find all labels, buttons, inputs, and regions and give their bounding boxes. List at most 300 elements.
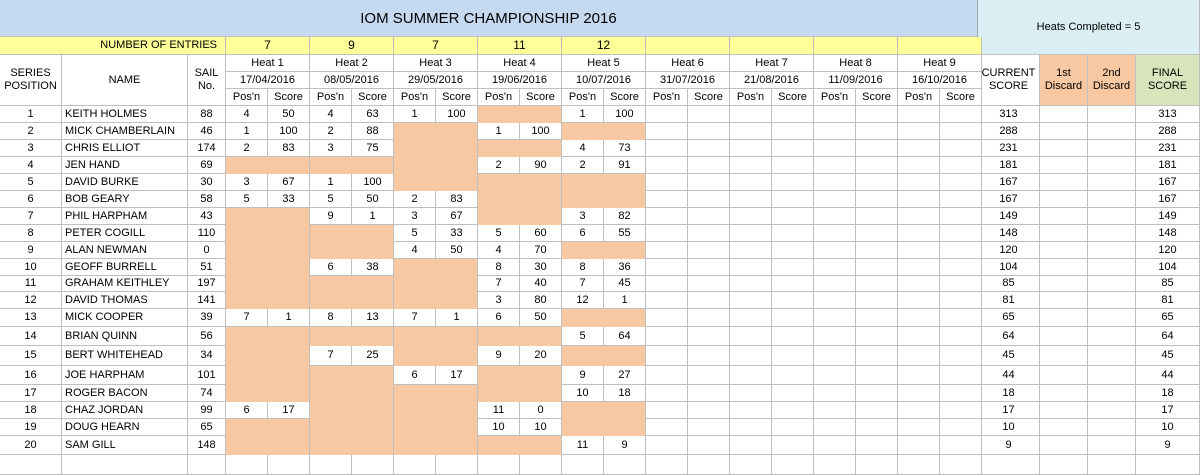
heat-3-absent-cell[interactable]: [394, 276, 478, 292]
heat-8-position[interactable]: [814, 366, 856, 385]
row-series-position[interactable]: 19: [0, 419, 62, 436]
row-series-position[interactable]: 14: [0, 327, 62, 346]
row-current-score[interactable]: 64: [978, 327, 1040, 346]
row-1st-discard[interactable]: [1040, 174, 1088, 191]
heat-9-position[interactable]: [898, 402, 940, 419]
heat-6-score[interactable]: [688, 276, 730, 292]
heat-9-score[interactable]: [940, 366, 982, 385]
blank-cell[interactable]: [604, 455, 646, 475]
heat-4-position[interactable]: 6: [478, 309, 520, 327]
header-name[interactable]: NAME: [62, 55, 188, 106]
heat-6-score-header[interactable]: Score: [688, 89, 730, 106]
heat-6-score[interactable]: [688, 191, 730, 208]
row-2nd-discard[interactable]: [1088, 366, 1136, 385]
row-name[interactable]: GEOFF BURRELL: [62, 259, 188, 276]
row-name[interactable]: DAVID BURKE: [62, 174, 188, 191]
heat-4-absent-cell[interactable]: [478, 140, 562, 157]
blank-cell[interactable]: [188, 455, 226, 475]
heat-8-position[interactable]: [814, 225, 856, 242]
heat-5-absent-cell[interactable]: [562, 419, 646, 436]
row-final-score[interactable]: 85: [1136, 276, 1200, 292]
heat-4-absent-cell[interactable]: [478, 174, 562, 191]
heat-9-score[interactable]: [940, 140, 982, 157]
heat-7-score[interactable]: [772, 292, 814, 309]
heat-4-position[interactable]: 7: [478, 276, 520, 292]
heat-9-position[interactable]: [898, 366, 940, 385]
heat-5-absent-cell[interactable]: [562, 242, 646, 259]
heat-3-absent-cell[interactable]: [394, 419, 478, 436]
heat-7-name[interactable]: Heat 7: [730, 55, 814, 72]
row-name[interactable]: JOE HARPHAM: [62, 366, 188, 385]
heat-1-absent-cell[interactable]: [226, 225, 310, 242]
heat-6-score[interactable]: [688, 309, 730, 327]
heat-8-score[interactable]: [856, 402, 898, 419]
row-2nd-discard[interactable]: [1088, 419, 1136, 436]
heat-3-score[interactable]: 17: [436, 366, 478, 385]
row-final-score[interactable]: 148: [1136, 225, 1200, 242]
heat-6-position[interactable]: [646, 385, 688, 402]
heat-8-position[interactable]: [814, 242, 856, 259]
heat-3-absent-cell[interactable]: [394, 174, 478, 191]
heat-4-position[interactable]: 10: [478, 419, 520, 436]
heat-2-absent-cell[interactable]: [310, 419, 394, 436]
row-final-score[interactable]: 10: [1136, 419, 1200, 436]
heat-1-score[interactable]: 100: [268, 123, 310, 140]
heat-7-date[interactable]: 21/08/2016: [730, 72, 814, 89]
heat-8-position[interactable]: [814, 276, 856, 292]
heat-5-absent-cell[interactable]: [562, 174, 646, 191]
heat-8-score[interactable]: [856, 327, 898, 346]
heat-8-score[interactable]: [856, 208, 898, 225]
heat-2-score[interactable]: 63: [352, 106, 394, 123]
heat-9-score[interactable]: [940, 259, 982, 276]
heat-7-position[interactable]: [730, 327, 772, 346]
heat-8-score[interactable]: [856, 309, 898, 327]
heat-2-absent-cell[interactable]: [310, 402, 394, 419]
heat-2-position[interactable]: 9: [310, 208, 352, 225]
heat-4-score[interactable]: 30: [520, 259, 562, 276]
heat-5-score[interactable]: 18: [604, 385, 646, 402]
heat-2-absent-cell[interactable]: [310, 436, 394, 455]
heat-8-name[interactable]: Heat 8: [814, 55, 898, 72]
heat-8-score[interactable]: [856, 242, 898, 259]
row-series-position[interactable]: 1: [0, 106, 62, 123]
heat-7-score[interactable]: [772, 346, 814, 366]
heat-2-score[interactable]: 75: [352, 140, 394, 157]
entries-heat-9[interactable]: [898, 37, 982, 55]
heat-8-score[interactable]: [856, 259, 898, 276]
heat-9-name[interactable]: Heat 9: [898, 55, 982, 72]
heat-7-position[interactable]: [730, 225, 772, 242]
row-2nd-discard[interactable]: [1088, 385, 1136, 402]
heat-1-score-header[interactable]: Score: [268, 89, 310, 106]
heat-6-position[interactable]: [646, 309, 688, 327]
heat-4-position[interactable]: 5: [478, 225, 520, 242]
heat-5-absent-cell[interactable]: [562, 123, 646, 140]
heat-6-score[interactable]: [688, 436, 730, 455]
header-2nd-discard[interactable]: 2nd Discard: [1088, 55, 1136, 106]
row-series-position[interactable]: 8: [0, 225, 62, 242]
row-2nd-discard[interactable]: [1088, 276, 1136, 292]
heat-5-score[interactable]: 9: [604, 436, 646, 455]
heat-6-score[interactable]: [688, 327, 730, 346]
heat-4-absent-cell[interactable]: [478, 106, 562, 123]
row-current-score[interactable]: 81: [978, 292, 1040, 309]
row-final-score[interactable]: 64: [1136, 327, 1200, 346]
heat-5-position[interactable]: 8: [562, 259, 604, 276]
heat-7-position[interactable]: [730, 123, 772, 140]
heat-4-absent-cell[interactable]: [478, 366, 562, 385]
heat-4-score[interactable]: 40: [520, 276, 562, 292]
heat-8-position[interactable]: [814, 402, 856, 419]
heat-1-score[interactable]: 17: [268, 402, 310, 419]
heat-5-absent-cell[interactable]: [562, 402, 646, 419]
row-1st-discard[interactable]: [1040, 436, 1088, 455]
row-series-position[interactable]: 18: [0, 402, 62, 419]
heat-5-position[interactable]: 5: [562, 327, 604, 346]
heat-5-absent-cell[interactable]: [562, 309, 646, 327]
row-2nd-discard[interactable]: [1088, 106, 1136, 123]
heat-9-position[interactable]: [898, 309, 940, 327]
heat-9-position[interactable]: [898, 208, 940, 225]
heat-9-score[interactable]: [940, 208, 982, 225]
row-series-position[interactable]: 12: [0, 292, 62, 309]
entries-heat-4[interactable]: 11: [478, 37, 562, 55]
row-final-score[interactable]: 18: [1136, 385, 1200, 402]
row-sail-no[interactable]: 46: [188, 123, 226, 140]
blank-cell[interactable]: [1088, 455, 1136, 475]
heat-7-position[interactable]: [730, 309, 772, 327]
heat-2-score[interactable]: 25: [352, 346, 394, 366]
heat-3-name[interactable]: Heat 3: [394, 55, 478, 72]
heat-7-score[interactable]: [772, 157, 814, 174]
heat-9-score[interactable]: [940, 402, 982, 419]
heat-2-absent-cell[interactable]: [310, 276, 394, 292]
row-final-score[interactable]: 9: [1136, 436, 1200, 455]
heat-4-position[interactable]: 1: [478, 123, 520, 140]
heat-9-score[interactable]: [940, 292, 982, 309]
row-2nd-discard[interactable]: [1088, 292, 1136, 309]
heat-7-position[interactable]: [730, 140, 772, 157]
row-1st-discard[interactable]: [1040, 208, 1088, 225]
header-1st-discard[interactable]: 1st Discard: [1040, 55, 1088, 106]
header-series-position[interactable]: SERIES POSITION: [0, 55, 62, 106]
heat-3-score[interactable]: 83: [436, 191, 478, 208]
row-sail-no[interactable]: 56: [188, 327, 226, 346]
heat-6-score[interactable]: [688, 366, 730, 385]
heat-2-position[interactable]: 2: [310, 123, 352, 140]
row-current-score[interactable]: 44: [978, 366, 1040, 385]
blank-cell[interactable]: [562, 455, 604, 475]
heat-8-position[interactable]: [814, 292, 856, 309]
heat-7-position[interactable]: [730, 346, 772, 366]
heat-4-absent-cell[interactable]: [478, 208, 562, 225]
heat-8-score[interactable]: [856, 140, 898, 157]
heat-6-score[interactable]: [688, 292, 730, 309]
heat-9-pos-header[interactable]: Pos'n: [898, 89, 940, 106]
heat-9-position[interactable]: [898, 174, 940, 191]
heat-4-score-header[interactable]: Score: [520, 89, 562, 106]
row-final-score[interactable]: 149: [1136, 208, 1200, 225]
heat-3-absent-cell[interactable]: [394, 123, 478, 140]
row-2nd-discard[interactable]: [1088, 174, 1136, 191]
heat-9-position[interactable]: [898, 327, 940, 346]
row-1st-discard[interactable]: [1040, 419, 1088, 436]
heat-5-date[interactable]: 10/07/2016: [562, 72, 646, 89]
row-2nd-discard[interactable]: [1088, 309, 1136, 327]
heat-5-score[interactable]: 1: [604, 292, 646, 309]
row-1st-discard[interactable]: [1040, 402, 1088, 419]
blank-cell[interactable]: [856, 455, 898, 475]
heat-9-score-header[interactable]: Score: [940, 89, 982, 106]
heat-6-score[interactable]: [688, 157, 730, 174]
heat-3-absent-cell[interactable]: [394, 436, 478, 455]
row-name[interactable]: MICK CHAMBERLAIN: [62, 123, 188, 140]
heat-1-absent-cell[interactable]: [226, 208, 310, 225]
entries-heat-3[interactable]: 7: [394, 37, 478, 55]
heat-3-absent-cell[interactable]: [394, 259, 478, 276]
heat-9-position[interactable]: [898, 346, 940, 366]
heat-1-pos-header[interactable]: Pos'n: [226, 89, 268, 106]
entries-label[interactable]: NUMBER OF ENTRIES: [0, 37, 226, 55]
row-name[interactable]: BRIAN QUINN: [62, 327, 188, 346]
blank-cell[interactable]: [1136, 455, 1200, 475]
row-series-position[interactable]: 3: [0, 140, 62, 157]
heat-2-score[interactable]: 100: [352, 174, 394, 191]
row-1st-discard[interactable]: [1040, 106, 1088, 123]
heat-3-position[interactable]: 2: [394, 191, 436, 208]
heat-3-score[interactable]: 100: [436, 106, 478, 123]
heat-2-name[interactable]: Heat 2: [310, 55, 394, 72]
row-current-score[interactable]: 167: [978, 174, 1040, 191]
row-1st-discard[interactable]: [1040, 259, 1088, 276]
heat-8-position[interactable]: [814, 106, 856, 123]
row-sail-no[interactable]: 99: [188, 402, 226, 419]
row-1st-discard[interactable]: [1040, 276, 1088, 292]
entries-heat-7[interactable]: [730, 37, 814, 55]
heat-6-position[interactable]: [646, 140, 688, 157]
row-1st-discard[interactable]: [1040, 346, 1088, 366]
heat-8-score-header[interactable]: Score: [856, 89, 898, 106]
heat-3-absent-cell[interactable]: [394, 385, 478, 402]
heat-7-score[interactable]: [772, 276, 814, 292]
blank-cell[interactable]: [0, 455, 62, 475]
heat-9-position[interactable]: [898, 276, 940, 292]
heat-8-position[interactable]: [814, 259, 856, 276]
row-sail-no[interactable]: 148: [188, 436, 226, 455]
row-sail-no[interactable]: 110: [188, 225, 226, 242]
heat-1-absent-cell[interactable]: [226, 276, 310, 292]
heat-9-position[interactable]: [898, 191, 940, 208]
heat-5-score[interactable]: 55: [604, 225, 646, 242]
row-series-position[interactable]: 7: [0, 208, 62, 225]
heat-1-absent-cell[interactable]: [226, 419, 310, 436]
heat-3-position[interactable]: 7: [394, 309, 436, 327]
row-current-score[interactable]: 65: [978, 309, 1040, 327]
heat-6-position[interactable]: [646, 346, 688, 366]
heat-5-position[interactable]: 10: [562, 385, 604, 402]
row-1st-discard[interactable]: [1040, 123, 1088, 140]
heat-5-position[interactable]: 7: [562, 276, 604, 292]
heat-6-position[interactable]: [646, 419, 688, 436]
row-final-score[interactable]: 167: [1136, 174, 1200, 191]
blank-cell[interactable]: [730, 455, 772, 475]
heat-9-position[interactable]: [898, 225, 940, 242]
row-series-position[interactable]: 5: [0, 174, 62, 191]
heat-3-score[interactable]: 67: [436, 208, 478, 225]
row-current-score[interactable]: 104: [978, 259, 1040, 276]
row-sail-no[interactable]: 30: [188, 174, 226, 191]
heat-7-score[interactable]: [772, 385, 814, 402]
row-name[interactable]: DAVID THOMAS: [62, 292, 188, 309]
heat-8-score[interactable]: [856, 366, 898, 385]
heat-1-absent-cell[interactable]: [226, 366, 310, 385]
heat-4-date[interactable]: 19/06/2016: [478, 72, 562, 89]
row-final-score[interactable]: 104: [1136, 259, 1200, 276]
row-name[interactable]: CHAZ JORDAN: [62, 402, 188, 419]
heat-9-position[interactable]: [898, 123, 940, 140]
heat-9-date[interactable]: 16/10/2016: [898, 72, 982, 89]
heat-9-score[interactable]: [940, 309, 982, 327]
heat-6-score[interactable]: [688, 225, 730, 242]
blank-cell[interactable]: [226, 455, 268, 475]
heat-6-position[interactable]: [646, 402, 688, 419]
row-name[interactable]: CHRIS ELLIOT: [62, 140, 188, 157]
heat-1-absent-cell[interactable]: [226, 346, 310, 366]
heat-3-position[interactable]: 3: [394, 208, 436, 225]
heat-1-absent-cell[interactable]: [226, 327, 310, 346]
heat-8-position[interactable]: [814, 191, 856, 208]
blank-cell[interactable]: [394, 455, 436, 475]
row-1st-discard[interactable]: [1040, 366, 1088, 385]
heat-4-score[interactable]: 10: [520, 419, 562, 436]
row-sail-no[interactable]: 0: [188, 242, 226, 259]
heat-7-score[interactable]: [772, 225, 814, 242]
heat-9-position[interactable]: [898, 140, 940, 157]
heat-3-date[interactable]: 29/05/2016: [394, 72, 478, 89]
blank-cell[interactable]: [898, 455, 940, 475]
heat-3-absent-cell[interactable]: [394, 292, 478, 309]
heat-6-score[interactable]: [688, 419, 730, 436]
heat-4-absent-cell[interactable]: [478, 191, 562, 208]
row-current-score[interactable]: 148: [978, 225, 1040, 242]
heat-5-position[interactable]: 6: [562, 225, 604, 242]
entries-heat-1[interactable]: 7: [226, 37, 310, 55]
heat-8-score[interactable]: [856, 191, 898, 208]
heat-1-position[interactable]: 3: [226, 174, 268, 191]
heat-2-absent-cell[interactable]: [310, 327, 394, 346]
header-sail-no[interactable]: SAIL No.: [188, 55, 226, 106]
heat-4-position[interactable]: 4: [478, 242, 520, 259]
row-name[interactable]: MICK COOPER: [62, 309, 188, 327]
row-series-position[interactable]: 4: [0, 157, 62, 174]
heat-9-position[interactable]: [898, 292, 940, 309]
heat-3-position[interactable]: 4: [394, 242, 436, 259]
heat-2-absent-cell[interactable]: [310, 366, 394, 385]
heat-6-position[interactable]: [646, 327, 688, 346]
heat-9-position[interactable]: [898, 106, 940, 123]
row-name[interactable]: BERT WHITEHEAD: [62, 346, 188, 366]
row-1st-discard[interactable]: [1040, 292, 1088, 309]
row-sail-no[interactable]: 174: [188, 140, 226, 157]
heat-5-score[interactable]: 36: [604, 259, 646, 276]
row-name[interactable]: KEITH HOLMES: [62, 106, 188, 123]
heat-8-position[interactable]: [814, 208, 856, 225]
heat-1-absent-cell[interactable]: [226, 157, 310, 174]
blank-cell[interactable]: [62, 455, 188, 475]
row-2nd-discard[interactable]: [1088, 157, 1136, 174]
heat-4-position[interactable]: 2: [478, 157, 520, 174]
heat-7-position[interactable]: [730, 174, 772, 191]
heat-1-score[interactable]: 67: [268, 174, 310, 191]
heat-4-absent-cell[interactable]: [478, 436, 562, 455]
row-final-score[interactable]: 167: [1136, 191, 1200, 208]
heat-1-position[interactable]: 4: [226, 106, 268, 123]
heat-8-score[interactable]: [856, 123, 898, 140]
heat-4-score[interactable]: 60: [520, 225, 562, 242]
row-current-score[interactable]: 181: [978, 157, 1040, 174]
row-current-score[interactable]: 17: [978, 402, 1040, 419]
heat-2-position[interactable]: 6: [310, 259, 352, 276]
row-sail-no[interactable]: 39: [188, 309, 226, 327]
heat-7-position[interactable]: [730, 366, 772, 385]
heat-9-score[interactable]: [940, 191, 982, 208]
heat-7-position[interactable]: [730, 208, 772, 225]
heat-2-score[interactable]: 88: [352, 123, 394, 140]
row-final-score[interactable]: 17: [1136, 402, 1200, 419]
heat-9-score[interactable]: [940, 225, 982, 242]
heat-7-score[interactable]: [772, 242, 814, 259]
heat-5-position[interactable]: 12: [562, 292, 604, 309]
heat-9-position[interactable]: [898, 157, 940, 174]
blank-cell[interactable]: [1040, 455, 1088, 475]
row-1st-discard[interactable]: [1040, 385, 1088, 402]
heat-7-position[interactable]: [730, 191, 772, 208]
heat-8-position[interactable]: [814, 419, 856, 436]
row-name[interactable]: ROGER BACON: [62, 385, 188, 402]
heat-5-score[interactable]: 91: [604, 157, 646, 174]
heat-6-position[interactable]: [646, 276, 688, 292]
sheet-title[interactable]: IOM SUMMER CHAMPIONSHIP 2016: [0, 0, 978, 37]
heat-8-position[interactable]: [814, 123, 856, 140]
heat-5-position[interactable]: 1: [562, 106, 604, 123]
row-1st-discard[interactable]: [1040, 327, 1088, 346]
heat-8-score[interactable]: [856, 436, 898, 455]
heat-1-name[interactable]: Heat 1: [226, 55, 310, 72]
blank-cell[interactable]: [940, 455, 982, 475]
heat-8-position[interactable]: [814, 157, 856, 174]
heat-3-absent-cell[interactable]: [394, 140, 478, 157]
row-2nd-discard[interactable]: [1088, 191, 1136, 208]
heat-7-score[interactable]: [772, 402, 814, 419]
heat-9-score[interactable]: [940, 242, 982, 259]
row-2nd-discard[interactable]: [1088, 436, 1136, 455]
row-2nd-discard[interactable]: [1088, 123, 1136, 140]
heat-2-score[interactable]: 1: [352, 208, 394, 225]
row-final-score[interactable]: 288: [1136, 123, 1200, 140]
row-sail-no[interactable]: 74: [188, 385, 226, 402]
blank-cell[interactable]: [436, 455, 478, 475]
heat-1-position[interactable]: 2: [226, 140, 268, 157]
heat-6-position[interactable]: [646, 174, 688, 191]
row-current-score[interactable]: 45: [978, 346, 1040, 366]
heat-7-score[interactable]: [772, 259, 814, 276]
heat-4-position[interactable]: 8: [478, 259, 520, 276]
heat-6-position[interactable]: [646, 242, 688, 259]
row-series-position[interactable]: 20: [0, 436, 62, 455]
heat-6-position[interactable]: [646, 292, 688, 309]
entries-heat-5[interactable]: 12: [562, 37, 646, 55]
